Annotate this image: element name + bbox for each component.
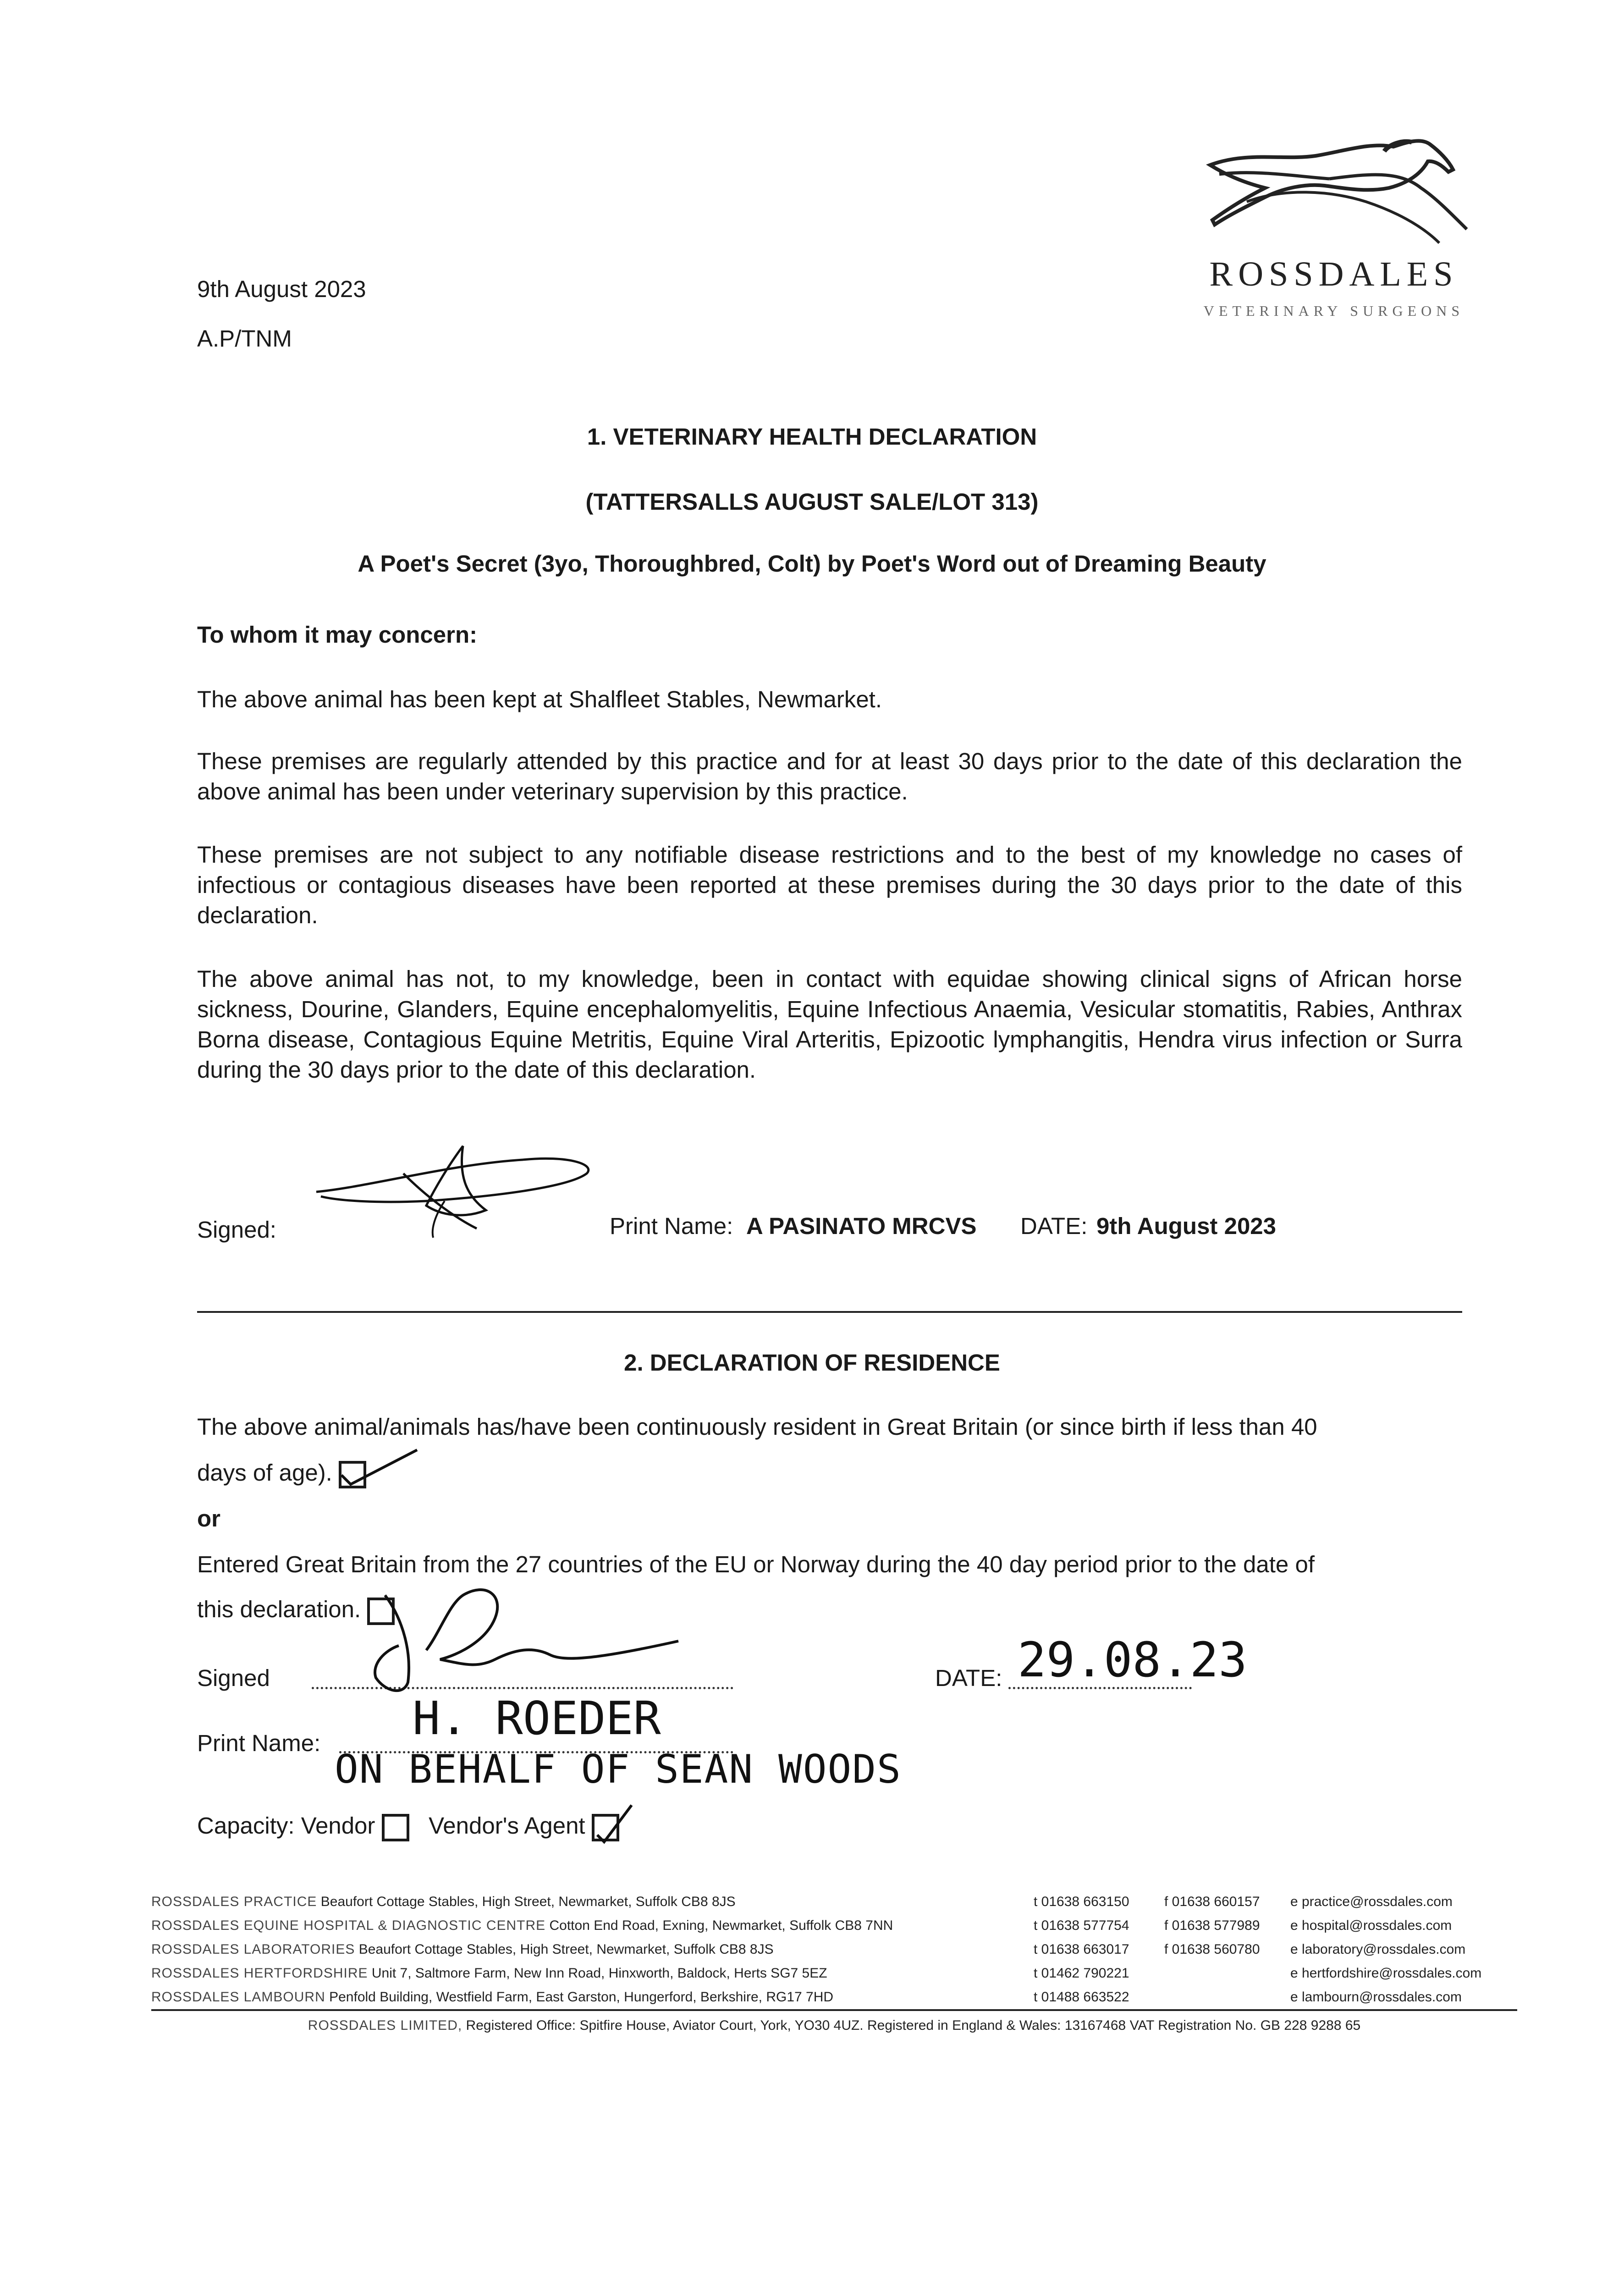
- footer-practice-name: ROSSDALES PRACTICE: [151, 1894, 317, 1909]
- residence-option1-line2: days of age).: [197, 1460, 332, 1486]
- residence-option2-line1: Entered Great Britain from the 27 countries of the EU or Norway during the 40 day period prior to the date of: [197, 1551, 1315, 1577]
- paragraph-supervision: These premises are regularly attended by this practice and for at least 30 days prior to the date of this declaration the above animal has been under veterinary supervision by this practice.: [197, 748, 1462, 804]
- vendors-agent-checkbox[interactable]: [592, 1814, 619, 1841]
- footer-row: [151, 1914, 1517, 1938]
- owner-print-name-label: Print Name:: [197, 1730, 321, 1756]
- company-logo: [1192, 133, 1476, 335]
- footer-practice-fax: f 01638 660157: [1164, 1894, 1260, 1909]
- footer-herts-name: ROSSDALES HERTFORDSHIRE: [151, 1966, 368, 1981]
- residence-option1-line1: The above animal/animals has/have been continuously resident in Great Britain (or since birth if less than 40: [197, 1414, 1317, 1440]
- capacity-vendor-label: Capacity: Vendor: [197, 1813, 375, 1839]
- footer-hospital-email: e hospital@rossdales.com: [1290, 1918, 1452, 1933]
- checkmark-icon: [593, 1803, 639, 1849]
- footer-practice-email: e practice@rossdales.com: [1290, 1894, 1453, 1909]
- animal-description: A Poet's Secret (3yo, Thoroughbred, Colt) by Poet's Word out of Dreaming Beauty: [358, 551, 1266, 577]
- paragraph-contact: The above animal has not, to my knowledge, been in contact with equidae showing clinical signs of African horse sickness, Dourine, Glanders, Equine encephalomyelitis, Equine Infectious Anaemia, Vesicular stomatitis, Rabies, Anthrax Borna disease, Contagious Equine Metritis, Equine Viral Arteritis, Epizootic lymphangitis, Hendra virus infection or Surra during the 30 days prior to the date of this declaration.: [197, 966, 1462, 1083]
- vendor-checkbox[interactable]: [382, 1814, 409, 1841]
- footer-table: [151, 1890, 1517, 2038]
- or-separator: or: [197, 1505, 220, 1532]
- footer-practice-tel: t 01638 663150: [1034, 1894, 1129, 1909]
- residence-option1: [197, 1458, 366, 1488]
- footer-hospital-address: Cotton End Road, Exning, Newmarket, Suffolk CB8 7NN: [549, 1918, 893, 1933]
- section2-title: 2. DECLARATION OF RESIDENCE: [624, 1350, 1000, 1376]
- section1-title: 1. VETERINARY HEALTH DECLARATION: [587, 424, 1037, 450]
- footer-hospital-fax: f 01638 577989: [1164, 1918, 1260, 1933]
- footer-hospital-tel: t 01638 577754: [1034, 1918, 1129, 1933]
- checkmark-icon: [337, 1448, 419, 1489]
- paragraph-kept: The above animal has been kept at Shalfleet Stables, Newmarket.: [197, 686, 882, 712]
- footer-lab-name: ROSSDALES LABORATORIES: [151, 1942, 355, 1957]
- footer-lab-address: Beaufort Cottage Stables, High Street, Newmarket, Suffolk CB8 8JS: [358, 1942, 774, 1957]
- section1-subtitle: (TATTERSALLS AUGUST SALE/LOT 313): [585, 489, 1039, 515]
- owner-date-label: DATE:: [935, 1665, 1002, 1691]
- footer-row: [151, 1890, 1517, 1914]
- logo-subtitle: VETERINARY SURGEONS: [1203, 303, 1464, 319]
- footer-practice-address: Beaufort Cottage Stables, High Street, Newmarket, Suffolk CB8 8JS: [320, 1894, 736, 1909]
- footer-registration: [151, 2014, 1517, 2038]
- footer-hospital-name: ROSSDALES EQUINE HOSPITAL & DIAGNOSTIC CENTRE: [151, 1918, 546, 1933]
- footer-company-name: ROSSDALES LIMITED,: [308, 2018, 462, 2033]
- footer-row: [151, 1961, 1517, 1985]
- vet-date-label: DATE:: [1020, 1213, 1088, 1239]
- footer-lab-tel: t 01638 663017: [1034, 1942, 1129, 1957]
- footer-lab-fax: f 01638 560780: [1164, 1942, 1260, 1957]
- vet-print-name-label: Print Name:: [610, 1213, 733, 1239]
- letter-reference: A.P/TNM: [197, 325, 292, 352]
- footer-lambourn-name: ROSSDALES LAMBOURN: [151, 1989, 325, 2005]
- owner-signed-label: Signed: [197, 1665, 270, 1691]
- on-behalf-handwritten: ON BEHALF OF SEAN WOODS: [335, 1747, 902, 1792]
- footer-row: [151, 1938, 1517, 1961]
- logo-name: ROSSDALES: [1209, 255, 1459, 293]
- footer-lambourn-tel: t 01488 663522: [1034, 1989, 1129, 2005]
- footer-herts-address: Unit 7, Saltmore Farm, New Inn Road, Hinxworth, Baldock, Herts SG7 5EZ: [371, 1966, 827, 1981]
- salutation: To whom it may concern:: [197, 622, 478, 648]
- vet-date: 9th August 2023: [1096, 1213, 1277, 1239]
- footer-lambourn-address: Penfold Building, Westfield Farm, East Garston, Hungerford, Berkshire, RG17 7HD: [329, 1989, 834, 2005]
- footer-lambourn-email: e lambourn@rossdales.com: [1290, 1989, 1462, 2005]
- owner-print-name-handwritten: H. ROEDER: [413, 1691, 661, 1745]
- footer-herts-email: e hertfordshire@rossdales.com: [1290, 1966, 1482, 1981]
- footer-lab-email: e laboratory@rossdales.com: [1290, 1942, 1466, 1957]
- vet-print-name: A PASINATO MRCVS: [746, 1213, 977, 1239]
- continuous-resident-checkbox[interactable]: [339, 1461, 366, 1488]
- residence-option2-line2: this declaration.: [197, 1596, 361, 1622]
- paragraph-restrictions: These premises are not subject to any notifiable disease restrictions and to the best of my knowledge no cases of infectious or contagious diseases have been reported at these premises during the 30 days prior to the date of this declaration.: [197, 842, 1462, 928]
- section-divider: [197, 1311, 1462, 1313]
- capacity-row: [197, 1811, 619, 1841]
- footer-row: [151, 1985, 1517, 2011]
- vet-signature: [312, 1137, 605, 1242]
- owner-date-handwritten: 29.08.23: [1018, 1632, 1247, 1688]
- vet-signed-label: Signed:: [197, 1217, 276, 1243]
- vendors-agent-label: Vendor's Agent: [429, 1813, 585, 1839]
- horse-logo-icon: [1192, 133, 1476, 252]
- footer-registered-office: Registered Office: Spitfire House, Aviator Court, York, YO30 4UZ. Registered in England & Wales: 13167468 VAT Registration No. GB 228 9288 65: [466, 2018, 1361, 2033]
- letter-date: 9th August 2023: [197, 276, 366, 302]
- footer-herts-tel: t 01462 790221: [1034, 1966, 1129, 1981]
